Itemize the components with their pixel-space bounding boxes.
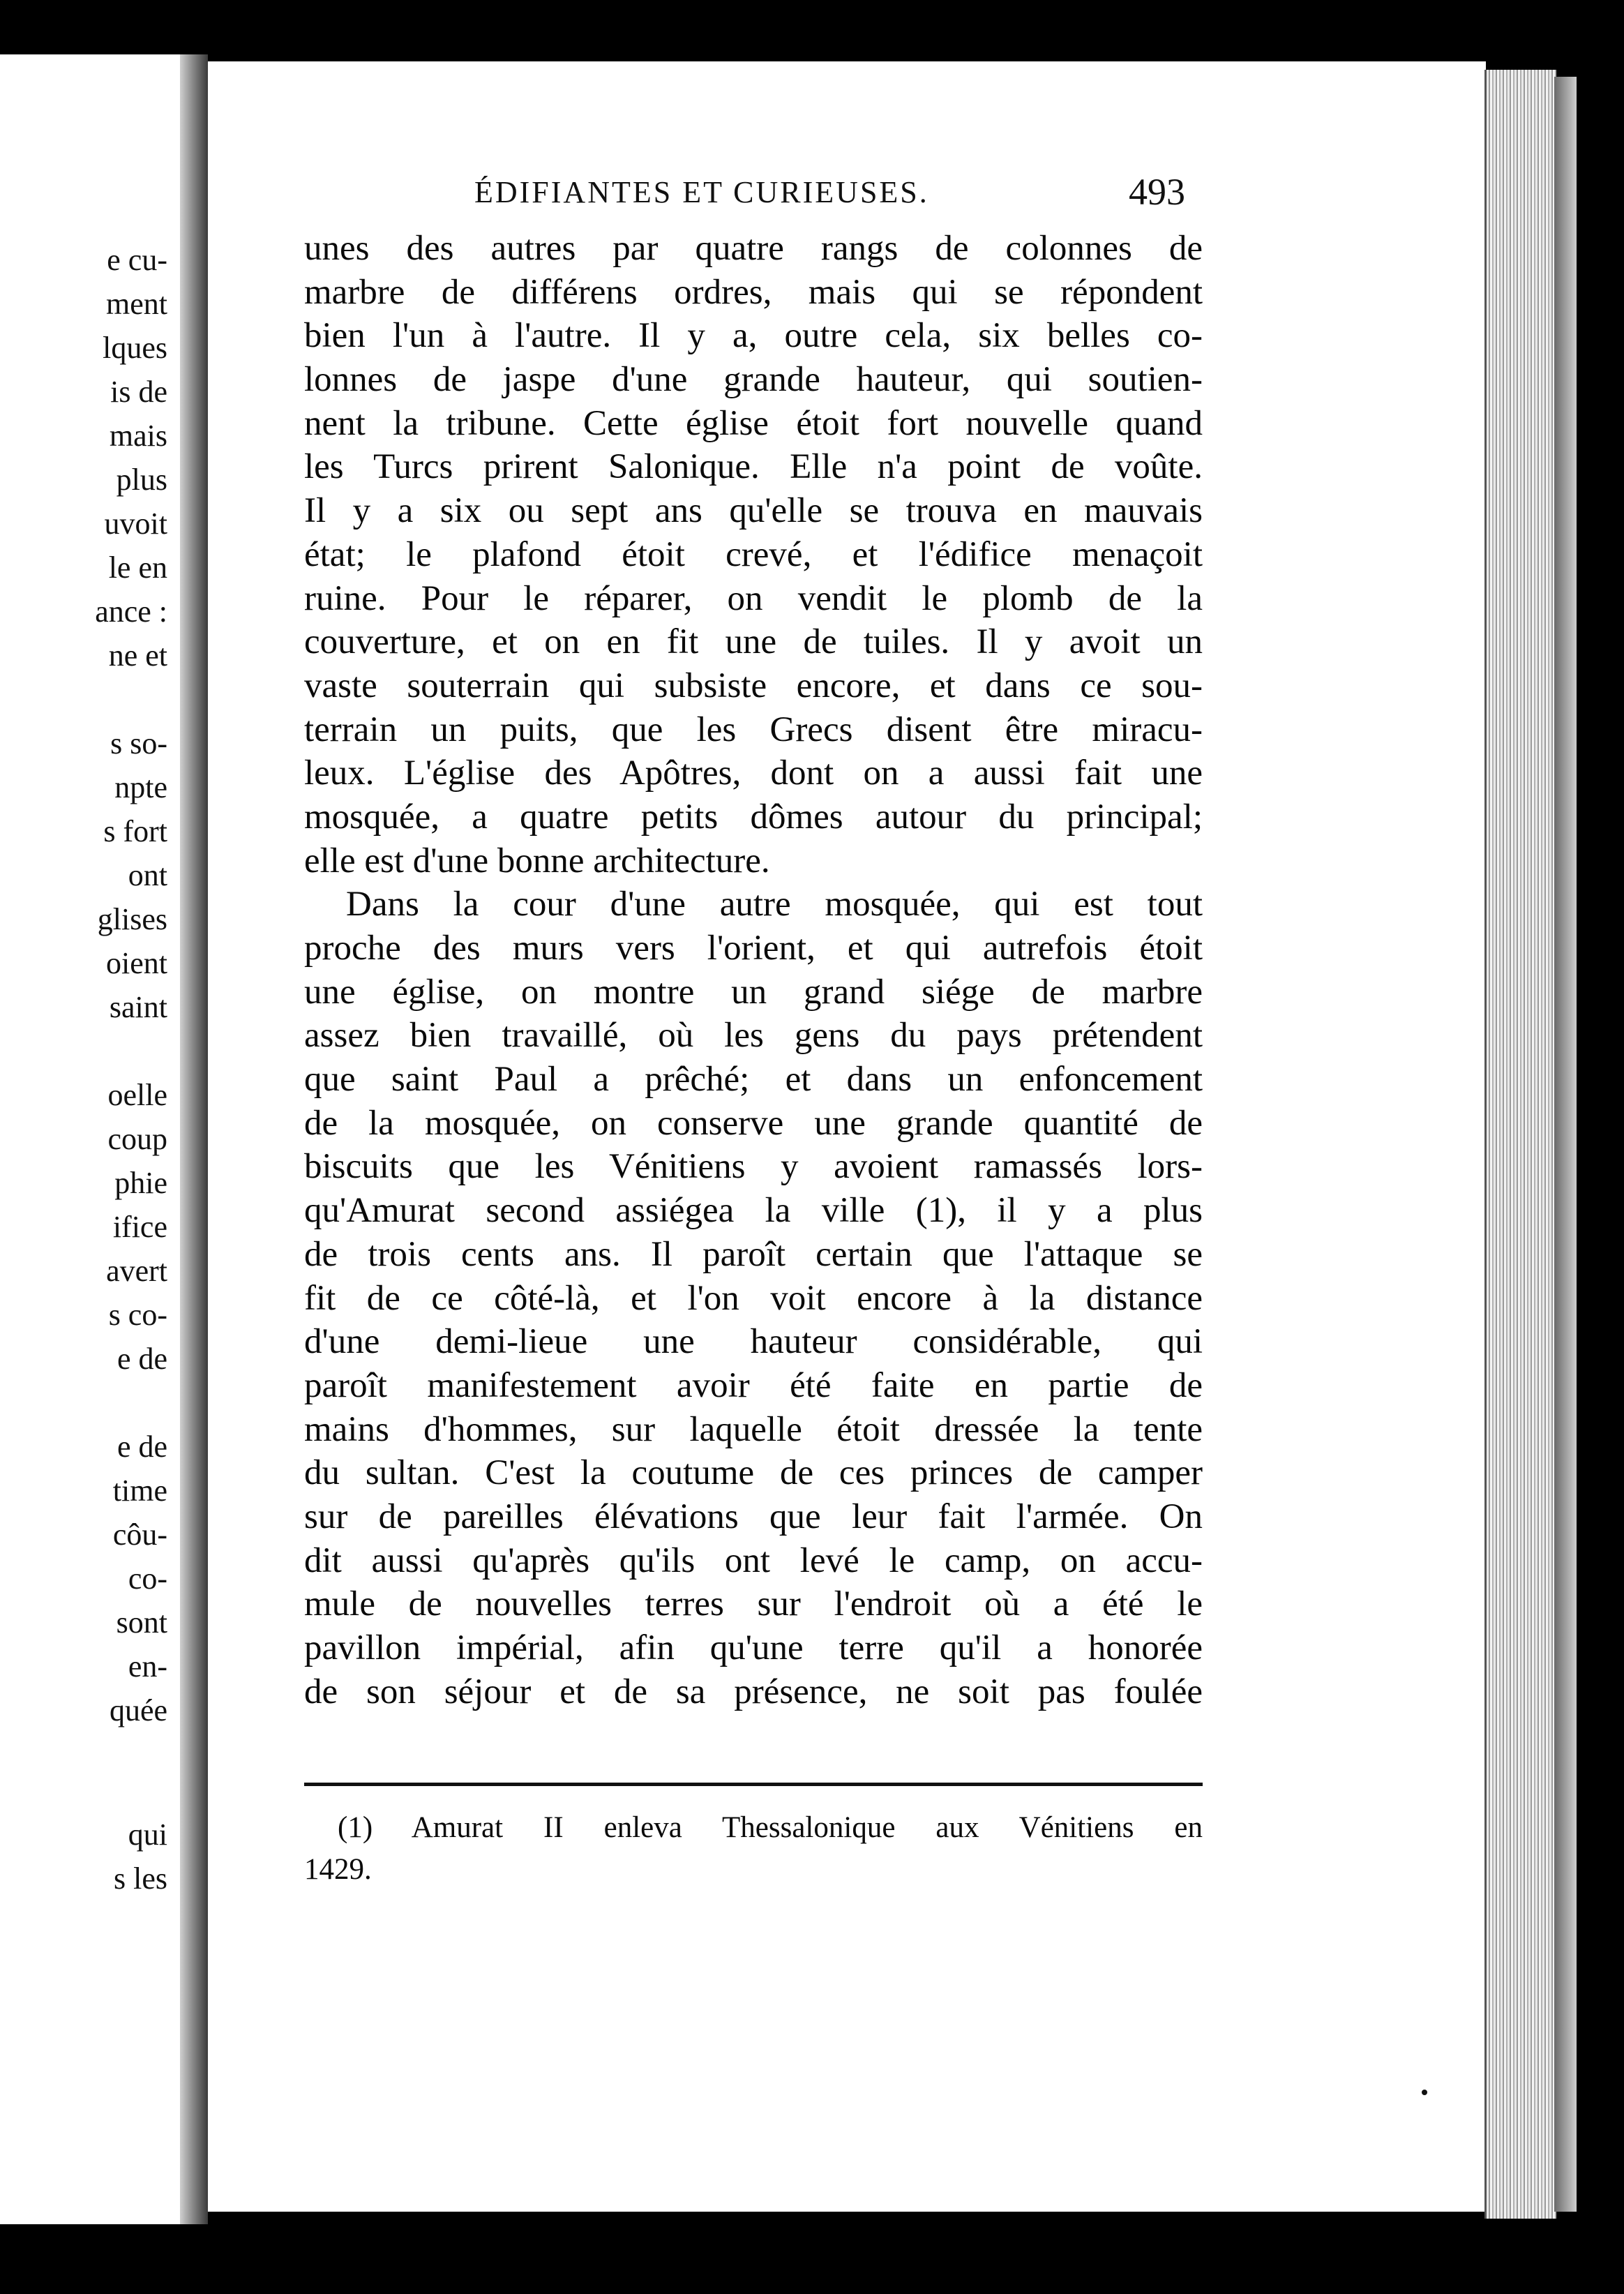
left-fragment: s fort (103, 814, 167, 848)
left-fragment: quée (109, 1693, 167, 1727)
text-line: unes des autres par quatre rangs de colonnes de (304, 229, 1203, 268)
text-line: que saint Paul a prêché; et dans un enfoncement (304, 1060, 1203, 1100)
text-line: elle est d'une bonne architecture. (304, 841, 770, 880)
text-line: état; le plafond étoit crevé, et l'édifice menaçoit (304, 534, 1203, 574)
left-fragment: e de (116, 1430, 167, 1464)
left-fragment: en- (128, 1649, 167, 1684)
left-fragment: phie (114, 1166, 167, 1200)
text-line: ruine. Pour le réparer, on vendit le plomb de la (304, 578, 1203, 618)
text-line: couverture, et on en fit une de tuiles. Il y avoit un (304, 622, 1203, 662)
text-line: terrain un puits, que les Grecs disent être miracu- (304, 710, 1203, 749)
left-fragment: qui (128, 1817, 167, 1852)
left-fragment: ance : (95, 594, 167, 629)
left-fragment: is de (110, 375, 167, 409)
left-fragment: sont (116, 1605, 167, 1640)
left-fragment: oient (106, 946, 167, 980)
left-fragment: avert (106, 1254, 167, 1288)
left-fragment: co- (128, 1561, 167, 1596)
left-fragment: ne et (108, 638, 167, 673)
left-fragment: s so- (110, 726, 167, 760)
left-fragment: glises (97, 902, 167, 936)
paragraph-start-line: Dans la cour d'une autre mosquée, qui est tout (346, 885, 1203, 924)
left-fragment: le en (108, 550, 167, 585)
body-text (304, 227, 1203, 1714)
text-line: du sultan. C'est la coutume de ces princes de camper (304, 1453, 1203, 1493)
footnote-rule (304, 1783, 1203, 1786)
left-fragment: saint (109, 990, 167, 1024)
text-line: bien l'un à l'autre. Il y a, outre cela, six belles co- (304, 316, 1203, 356)
text-line: pavillon impérial, afin qu'une terre qu'il a honorée (304, 1628, 1203, 1667)
text-line: paroît manifestement avoir été faite en partie de (304, 1365, 1203, 1405)
left-fragment: mais (109, 419, 167, 453)
text-line: dit aussi qu'après qu'ils ont levé le camp, on accu- (304, 1540, 1203, 1580)
text-line: Il y a six ou sept ans qu'elle se trouva en mauvais (304, 491, 1203, 531)
text-line: assez bien travaillé, où les gens du pays prétendent (304, 1016, 1203, 1056)
left-fragment: npte (114, 770, 167, 804)
text-line: vaste souterrain qui subsiste encore, et dans ce sou- (304, 666, 1203, 705)
text-line: de trois cents ans. Il paroît certain que l'attaque se (304, 1234, 1203, 1274)
text-line: mains d'hommes, sur laquelle étoit dressée la tente (304, 1409, 1203, 1449)
left-fragment: coup (107, 1122, 167, 1156)
text-line: mule de nouvelles terres sur l'endroit où a été le (304, 1584, 1203, 1624)
running-head: ÉDIFIANTES ET CURIEUSES. (474, 175, 929, 209)
text-line: qu'Amurat second assiégea la ville (1), il y a plus (304, 1191, 1203, 1231)
text-line: leux. L'église des Apôtres, dont on a aussi fait une (304, 754, 1203, 793)
book-page-edges (1484, 70, 1556, 2219)
left-fragment: plus (116, 463, 167, 497)
text-line: lonnes de jaspe d'une grande hauteur, qui soutien- (304, 360, 1203, 400)
left-fragment: e de (116, 1342, 167, 1376)
left-fragment: côu- (112, 1517, 167, 1552)
footnote (304, 1807, 1203, 1891)
left-fragment: s les (114, 1861, 167, 1896)
page-number: 493 (1129, 171, 1185, 213)
text-line: mosquée, a quatre petits dômes autour du principal; (304, 797, 1203, 837)
left-fragment: ifice (112, 1210, 167, 1244)
left-fragment: e cu- (107, 243, 167, 277)
text-line: fit de ce côté-là, et l'on voit encore à la distance (304, 1278, 1203, 1318)
text-line: de son séjour et de sa présence, ne soit pas foulée (304, 1672, 1203, 1711)
left-fragment: lques (103, 331, 167, 365)
left-fragment: s co- (108, 1298, 167, 1332)
left-fragment: uvoit (104, 507, 167, 541)
book-gutter-shadow (180, 54, 208, 2224)
text-line: sur de pareilles élévations que leur fait l'armée. On (304, 1497, 1203, 1536)
text-line: biscuits que les Vénitiens y avoient ramassés lors- (304, 1147, 1203, 1187)
left-page (0, 54, 180, 2224)
text-line: de la mosquée, on conserve une grande quantité de (304, 1103, 1203, 1143)
text-line: proche des murs vers l'orient, et qui autrefois étoit (304, 929, 1203, 968)
scan-speck (1422, 2090, 1427, 2095)
text-line: les Turcs prirent Salonique. Elle n'a point de voûte. (304, 447, 1203, 487)
footnote-line: (1) Amurat II enleva Thessalonique aux Vénitiens en (338, 1811, 1203, 1844)
left-fragment: ont (128, 858, 167, 892)
book-edge-shadow (1554, 77, 1577, 2212)
text-line: une église, on montre un grand siége de marbre (304, 972, 1203, 1012)
left-fragment: time (112, 1474, 167, 1508)
footnote-line: 1429. (304, 1853, 372, 1886)
text-line: nent la tribune. Cette église étoit fort nouvelle quand (304, 403, 1203, 443)
text-line: marbre de différens ordres, mais qui se répondent (304, 272, 1203, 312)
left-fragment: oelle (107, 1078, 167, 1112)
text-line: d'une demi-lieue une hauteur considérable, qui (304, 1322, 1203, 1362)
left-fragment: ment (106, 287, 167, 321)
